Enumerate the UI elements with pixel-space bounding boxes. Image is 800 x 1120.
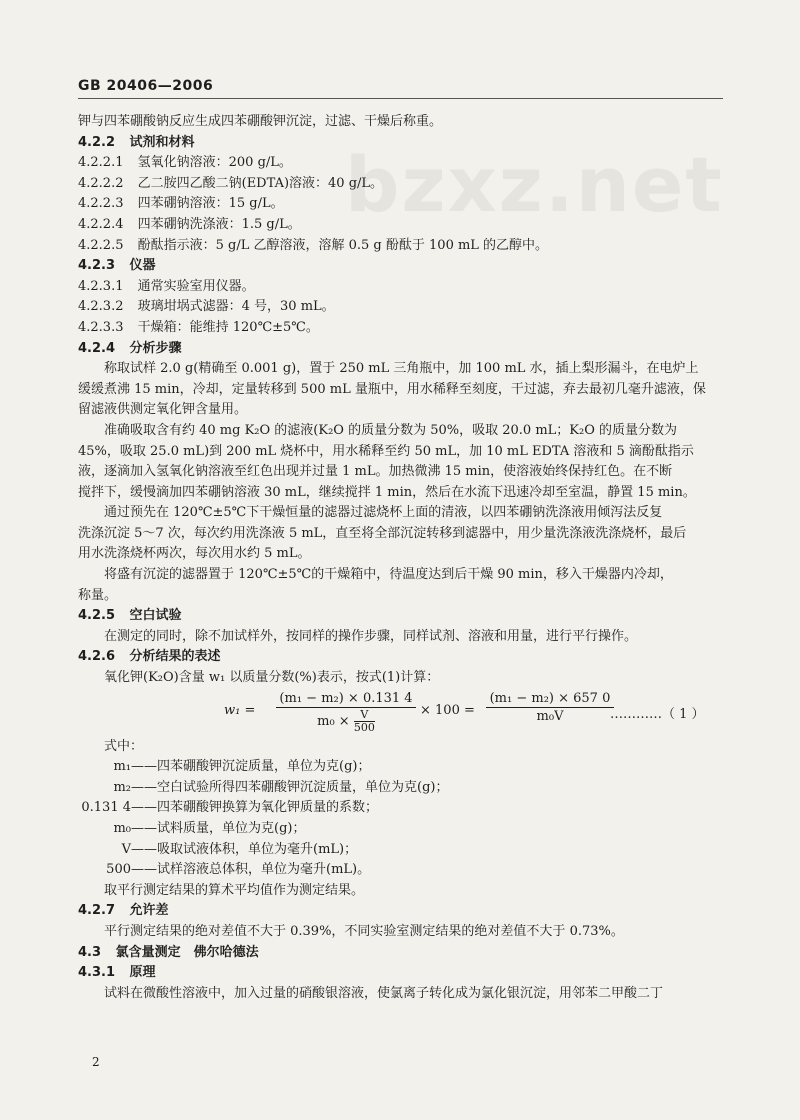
clause-text: 四苯硼钠溶液：15 g/L。 <box>137 196 284 212</box>
formula-denominator-2: m₀V <box>536 708 564 724</box>
formula-equation-number: …………（ 1 ） <box>610 706 705 722</box>
definition-symbol: m₀ <box>113 821 131 836</box>
clause-number: 4.2.2.1 <box>78 155 124 171</box>
page-number: 2 <box>92 1055 100 1069</box>
definition-symbol: 0.131 4 <box>81 800 131 816</box>
paragraph-line: 搅拌下，缓慢滴加四苯硼钠溶液 30 mL，继续搅拌 1 min，然后在水流下迅速冷却至室温，静置 15 min。 <box>78 484 696 500</box>
definition-symbol: m₁ <box>113 759 131 775</box>
definition-symbol: 500 <box>106 862 131 878</box>
section-number: 4.2.4 <box>78 340 116 356</box>
clause-number: 4.2.2.5 <box>78 237 124 253</box>
paragraph-line: 平行测定结果的绝对差值不大于 0.39%，不同实验室测定结果的绝对差值不大于 0.73%。 <box>104 923 624 939</box>
clause-4-2-2-1 <box>78 153 723 174</box>
clause-number: 4.2.2.4 <box>78 216 124 232</box>
den1-500: 500 <box>353 720 375 734</box>
clause-number: 4.2.2.3 <box>78 196 124 212</box>
clause-text: 玻璃坩埚式滤器：4 号，30 mL。 <box>137 299 335 315</box>
clause-text: 氢氧化钠溶液：200 g/L。 <box>137 155 292 171</box>
clause-4-2-2-5 <box>78 236 723 257</box>
document-body <box>78 112 723 1004</box>
formula-numerator-2: (m₁ − m₂) × 657 0 <box>489 690 611 706</box>
clause-number: 4.2.2.2 <box>78 175 124 191</box>
definition-m1 <box>78 757 723 778</box>
definition-500 <box>78 860 723 881</box>
section-heading-4-2-7 <box>78 901 723 922</box>
formula-fraction-1 <box>276 691 416 734</box>
where-label: 式中： <box>104 738 144 754</box>
section-number: 4.2.3 <box>78 258 116 274</box>
section-number: 4.2.5 <box>78 608 116 624</box>
definition-text: ——四苯硼酸钾换算为氧化钾质量的系数； <box>131 800 379 816</box>
paragraph-line: 通过预先在 120℃±5℃下干燥恒量的滤器过滤烧杯上面的清液，以四苯硼钠洗涤液用倾泻法反复 <box>104 505 663 521</box>
paragraph-line: 缓缓煮沸 15 min，冷却，定量转移到 500 mL 量瓶中，用水稀释至刻度，干过滤，弃去最初几毫升滤液，保 <box>78 381 706 397</box>
paragraph-line: 取平行测定结果的算术平均值作为测定结果。 <box>104 882 365 898</box>
definition-m0 <box>78 819 723 840</box>
fraction-bar <box>276 707 416 708</box>
section-title: 试剂和材料 <box>129 134 195 150</box>
definition-text: ——四苯硼酸钾沉淀质量，单位为克(g)； <box>131 759 371 775</box>
section-title: 分析步骤 <box>129 340 182 356</box>
paragraph-line: 氧化钾(K₂O)含量 w₁ 以质量分数(%)表示，按式(1)计算： <box>104 670 440 686</box>
clause-text: 干燥箱：能维持 120℃±5℃。 <box>137 319 319 335</box>
clause-4-2-2-3 <box>78 194 723 215</box>
paragraph-line: 液，逐滴加入氢氧化钠溶液至红色出现并过量 1 mL。加热微沸 15 min，使溶液始终保持红色。在不断 <box>78 464 673 480</box>
clause-4-2-3-2 <box>78 297 723 318</box>
definition-text: ——吸取试液体积，单位为毫升(mL)； <box>131 841 358 857</box>
watermark: bzxz.net <box>345 140 724 229</box>
formula-1 <box>78 689 723 737</box>
section-heading-4-2-6 <box>78 647 723 668</box>
paragraph-line: 留滤液供测定氧化钾含量用。 <box>78 402 248 418</box>
paragraph-line: 将盛有沉淀的滤器置于 120℃±5℃的干燥箱中，待温度达到后干燥 90 min，移入干燥器内冷却， <box>104 567 673 583</box>
paragraph-line: 在测定的同时，除不加试样外，按同样的操作步骤，同样试剂、溶液和用量，进行平行操作。 <box>104 628 638 644</box>
standard-code-header: GB 20406—2006 <box>78 78 214 94</box>
principle-continuation: 钾与四苯硼酸钠反应生成四苯硼酸钾沉淀，过滤、干燥后称重。 <box>78 114 443 129</box>
definition-text: ——空白试验所得四苯硼酸钾沉淀质量，单位为克(g)； <box>131 779 449 795</box>
formula-denominator-1 <box>276 709 416 734</box>
paragraph-line: 用水洗涤烧杯两次，每次用水约 5 mL。 <box>78 546 311 562</box>
formula-multiplier: × 100 = <box>420 702 475 718</box>
clause-4-2-3-3 <box>78 318 723 339</box>
section-number: 4.2.2 <box>78 134 116 150</box>
paragraph-line: 称取试样 2.0 g(精确至 0.001 g)，置于 250 mL 三角瓶中，加 100 mL 水，插上梨形漏斗，在电炉上 <box>104 361 699 377</box>
definition-v <box>78 840 723 861</box>
formula-lhs: w₁ = <box>224 702 256 718</box>
clause-text: 乙二胺四乙酸二钠(EDTA)溶液：40 g/L。 <box>137 175 384 191</box>
clause-text: 通常实验室用仪器。 <box>137 278 255 294</box>
section-heading-4-2-3 <box>78 256 723 277</box>
section-heading-4-2-2 <box>78 133 723 154</box>
clause-text: 酚酞指示液：5 g/L 乙醇溶液，溶解 0.5 g 酚酞于 100 mL 的乙醇中。 <box>137 237 549 253</box>
formula-fraction-2 <box>486 691 614 724</box>
section-title: 仪器 <box>129 258 156 274</box>
clause-4-2-2-4 <box>78 215 723 236</box>
paragraph-line: 洗涤沉淀 5～7 次，每次约用洗涤液 5 mL，直至将全部沉淀转移到滤器中，用少量洗涤液洗涤烧杯，最后 <box>78 525 687 541</box>
definition-text: ——试料质量，单位为克(g)； <box>131 821 306 836</box>
section-title: 原理 <box>129 965 156 981</box>
header-rule <box>78 98 723 99</box>
section-heading-4-3-1 <box>78 963 723 984</box>
clause-4-2-2-2 <box>78 174 723 195</box>
definition-symbol: m₂ <box>113 779 131 795</box>
section-title: 分析结果的表述 <box>129 649 221 665</box>
section-number: 4.3.1 <box>78 965 116 981</box>
section-heading-4-2-5 <box>78 606 723 627</box>
section-heading-4-3 <box>78 943 723 964</box>
clause-4-2-3-1 <box>78 277 723 298</box>
section-title: 氯含量测定 佛尔哈德法 <box>115 944 259 960</box>
section-number: 4.2.6 <box>78 649 116 665</box>
den1-small-fraction <box>354 709 375 734</box>
paragraph-line: 45%，吸取 25.0 mL)到 200 mL 烧杯中，用水稀释至约 50 mL，加 10 mL EDTA 溶液和 5 滴酚酞指示 <box>78 443 694 459</box>
den1-v: V <box>360 707 369 721</box>
paragraph-line: 准确吸取含有约 40 mg K₂O 的滤液(K₂O 的质量分数为 50%，吸取 20.0 mL；K₂O 的质量分数为 <box>104 422 677 438</box>
section-title: 允许差 <box>129 903 169 919</box>
clause-text: 四苯硼钠洗涤液：1.5 g/L。 <box>137 216 301 232</box>
formula-numerator-1: (m₁ − m₂) × 0.131 4 <box>279 690 413 706</box>
paragraph-line: 试料在微酸性溶液中，加入过量的硝酸银溶液，使氯离子转化成为氯化银沉淀，用邻苯二甲酸二丁 <box>104 985 664 1001</box>
fraction-bar <box>486 707 614 708</box>
clause-number: 4.2.3.2 <box>78 299 124 315</box>
section-title: 空白试验 <box>129 608 182 624</box>
definition-text: ——试样溶液总体积，单位为毫升(mL)。 <box>131 862 371 878</box>
paragraph-line: 称量。 <box>78 587 118 603</box>
section-heading-4-2-4 <box>78 339 723 360</box>
clause-number: 4.2.3.3 <box>78 319 124 335</box>
den1-text: m₀ × <box>317 713 350 729</box>
definition-symbol: V <box>121 841 131 857</box>
clause-number: 4.2.3.1 <box>78 278 124 294</box>
section-number: 4.3 <box>78 944 102 960</box>
definition-m2 <box>78 778 723 799</box>
section-number: 4.2.7 <box>78 903 116 919</box>
definition-coefficient <box>78 798 723 819</box>
